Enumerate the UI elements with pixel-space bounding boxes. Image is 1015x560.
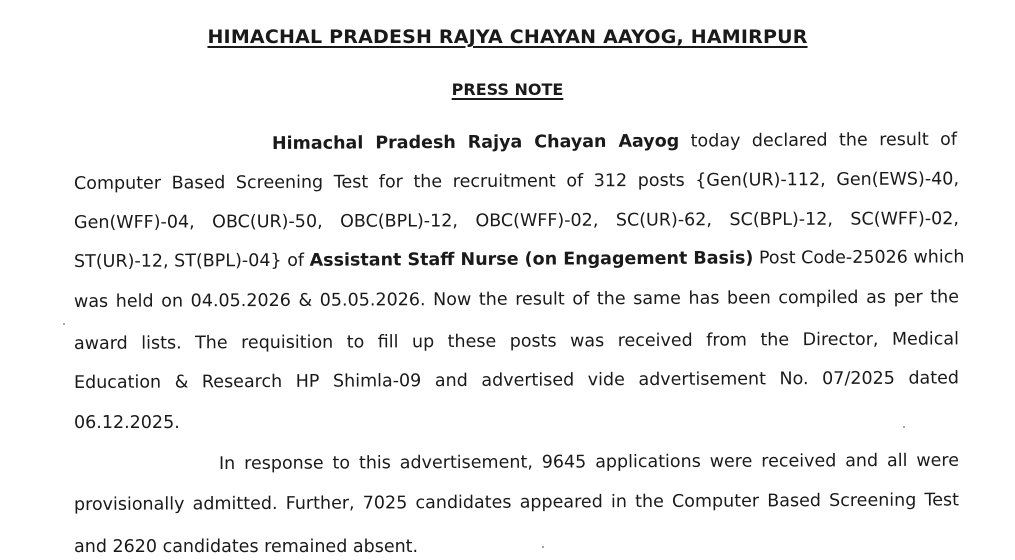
para1-line4	[73, 246, 965, 273]
para1-line4-pre: ST(UR)-12, ST(BPL)-04} of	[73, 250, 310, 272]
scan-speck	[903, 426, 905, 428]
para1-line6: award lists. The requisition to fill up these posts was received from the Director, Medical	[73, 329, 960, 354]
scan-speck	[542, 546, 544, 548]
para1-line3: Gen(WFF)-04, OBC(UR)-50, OBC(BPL)-12, OBC(WFF)-02, SC(UR)-62, SC(BPL)-12, SC(WFF)-02,	[73, 209, 960, 233]
para1-line2: Computer Based Screening Test for the recruitment of 312 posts {Gen(UR)-112, Gen(EWS)-40,	[73, 169, 960, 194]
scan-speck	[63, 323, 65, 325]
press-note-heading: PRESS NOTE	[451, 80, 564, 99]
para1-line7: Education & Research HP Shimla-09 and advertised vide advertisement No. 07/2025 dated	[73, 368, 960, 393]
para1-line8: 06.12.2025.	[74, 413, 180, 433]
para2-line1: In response to this advertisement, 9645 applications were received and all were	[218, 450, 960, 474]
para1-line1-rest: today declared the result of	[679, 129, 958, 152]
para2-line3: and 2620 candidates remained absent.	[74, 537, 419, 557]
para1-line1	[272, 129, 957, 155]
para1-line5: was held on 04.05.2026 & 05.05.2026. Now the result of the same has been compiled as per the	[73, 287, 960, 312]
org-name-bold: Himachal Pradesh Rajya Chayan Aayog	[271, 131, 680, 154]
organization-title: HIMACHAL PRADESH RAJYA CHAYAN AAYOG, HAMIRPUR	[207, 26, 808, 48]
post-name-bold: Assistant Staff Nurse (on Engagement Basis)	[309, 248, 754, 271]
para1-line4-post: Post Code-25026 which	[753, 247, 965, 269]
para2-line2: provisionally admitted. Further, 7025 candidates appeared in the Computer Based Screening Test	[73, 490, 960, 515]
